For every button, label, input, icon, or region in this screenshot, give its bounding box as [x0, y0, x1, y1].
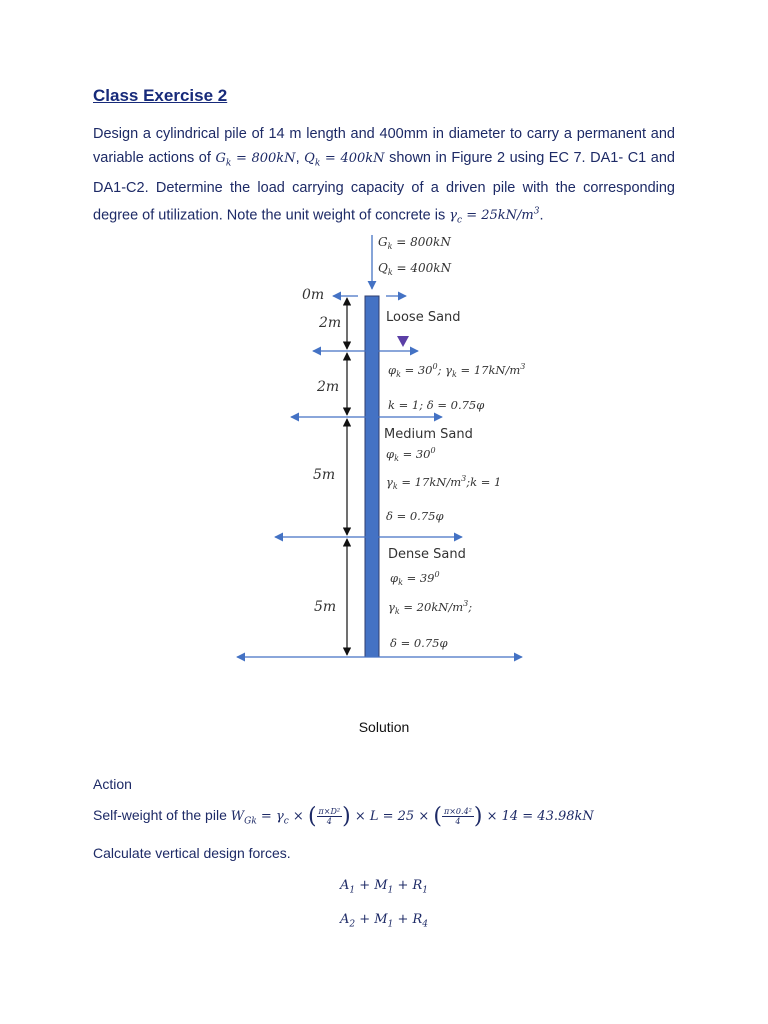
layer-name: Loose Sand [386, 310, 461, 325]
calc-instruction: Calculate vertical design forces. [93, 845, 291, 861]
layer2-delta: δ = 0.75φ [386, 509, 444, 523]
layer1-k-delta: k = 1; δ = 0.75φ [388, 398, 485, 412]
layer3-phi: $\varphi_k = 39^0$ [390, 570, 440, 587]
solution-heading: Solution [358, 719, 410, 735]
layer1-phi-gamma: $\varphi_k = 30^0$; $\gamma_k = 17kN/m^3$ [388, 362, 526, 379]
action-heading: Action [93, 776, 132, 792]
pile [365, 296, 379, 657]
layer3-gamma: $\gamma_k = 20kN/m^3$; [388, 599, 473, 616]
depth-label: 2m [319, 315, 342, 331]
qk-symbol: $Q_k = 400kN$ [304, 151, 385, 169]
layer-name: Medium Sand [384, 427, 473, 442]
combination-2: $A_2 + M_1 + R_4$ [339, 912, 428, 930]
depth-label: 2m [317, 379, 340, 395]
problem-statement: Design a cylindrical pile of 14 m length and 400mm in diameter to carry a permanent and variable actions of $G_k = 800kN$, $Q_k = 400kN$ shown in Figure 2 using EC 7. DA1- C1 and DA1-C2. Determine the load carrying capacity of a driven pile with the corresponding degree of utilization. Note the unit weight of concrete is $\gamma_c = 25kN/m^3$. [93, 126, 675, 226]
qk-label: $Q_k = 400kN$ [378, 261, 452, 277]
combination-1: $A_1 + M_1 + R_1$ [339, 878, 428, 896]
gk-label: $G_k = 800kN$ [378, 235, 451, 251]
pile-figure [0, 225, 768, 670]
page-title: Class Exercise 2 [93, 86, 228, 105]
depth-label: 5m [314, 599, 337, 615]
layer-name: Dense Sand [388, 547, 466, 562]
gk-symbol: $G_k = 800kN$ [215, 151, 296, 169]
layer2-phi: $\varphi_k = 30^0$ [386, 446, 436, 463]
water-table-icon [397, 336, 409, 347]
level-0m-label: 0m [302, 287, 325, 303]
selfweight-equation: Self-weight of the pile $W_{Gk} = \gamma_c$ × ( $\frac{\text{π×D²}}{4}) \times L = 25$ × ( $\frac{\text{π×0.4²}}{4}) \times 14 = 43.98kN$ [93, 804, 594, 829]
layer2-gamma: $\gamma_k$ = $17kN/m^3;k = 1$ [386, 474, 502, 491]
layer3-delta: δ = 0.75φ [390, 636, 448, 650]
depth-label: 5m [313, 467, 336, 483]
gamma-c-symbol: $\gamma_c = 25kN/m^3$ [449, 206, 540, 226]
